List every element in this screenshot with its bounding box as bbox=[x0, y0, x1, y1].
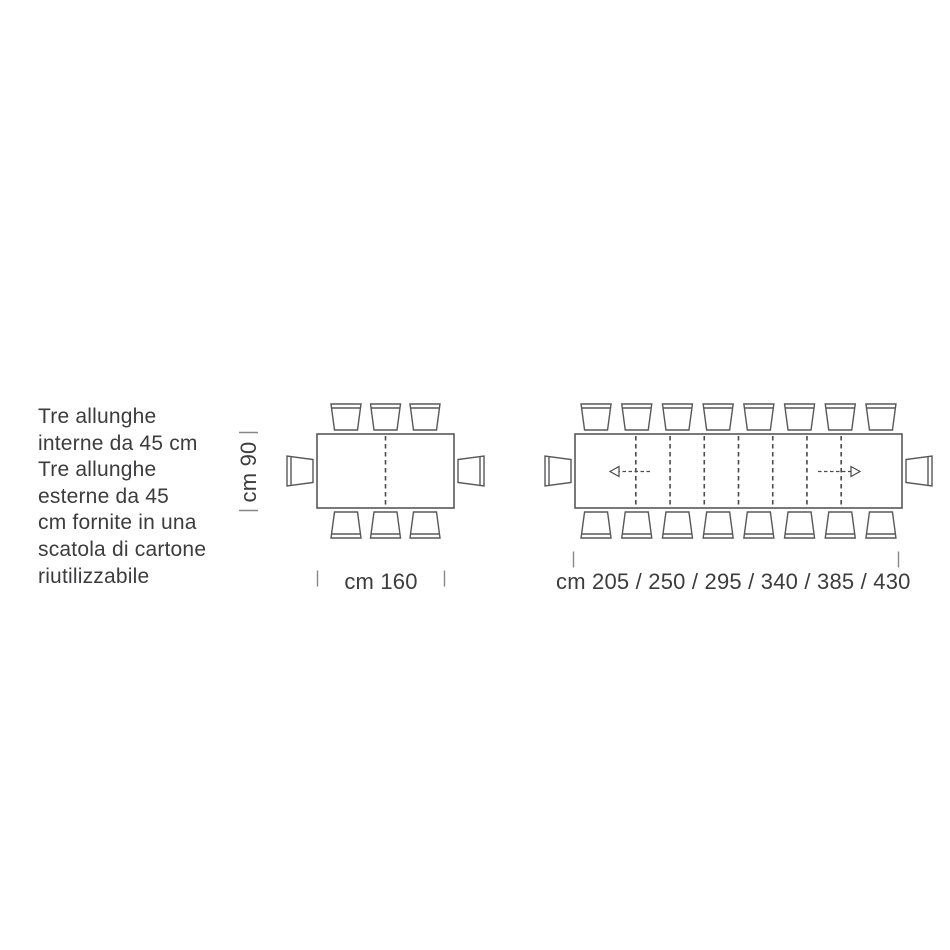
large-table-chair-top bbox=[662, 404, 692, 430]
description-line: scatola di cartone bbox=[38, 537, 207, 561]
large-table-chair-bottom bbox=[866, 512, 896, 538]
table-depth-dimension-label: cm 90 bbox=[236, 441, 261, 503]
description-line: Tre allunghe bbox=[38, 405, 157, 428]
small-table-width-dimension-label: cm 160 bbox=[344, 569, 418, 594]
large-table-chair-top bbox=[785, 404, 815, 430]
small-table-chair-right bbox=[458, 456, 484, 486]
small-table-chair-bottom bbox=[371, 512, 401, 538]
large-table-chair-top bbox=[744, 404, 774, 430]
small-table-chair-top bbox=[371, 404, 401, 430]
description-line: esterne da 45 bbox=[38, 484, 170, 508]
description-line: Tre allunghe bbox=[38, 458, 157, 482]
description-line: interne da 45 cm bbox=[38, 431, 198, 455]
large-table-width-dimension-label: cm 205 / 250 / 295 / 340 / 385 / 430 bbox=[556, 569, 911, 594]
large-table-chair-bottom bbox=[703, 512, 733, 538]
large-table-chair-top bbox=[866, 404, 896, 430]
small-table-chair-top bbox=[410, 404, 440, 430]
small-table-chair-bottom bbox=[410, 512, 440, 538]
large-table-chair-bottom bbox=[622, 512, 652, 538]
large-table-chair-top bbox=[581, 404, 611, 430]
large-table-chair-bottom bbox=[825, 512, 855, 538]
large-table-chair-bottom bbox=[785, 512, 815, 538]
large-table-chair-top bbox=[703, 404, 733, 430]
large-table-chair-top bbox=[825, 404, 855, 430]
large-table-chair-bottom bbox=[581, 512, 611, 538]
small-table-chair-left bbox=[287, 456, 313, 486]
small-table-chair-bottom bbox=[331, 512, 361, 538]
large-table-chair-left bbox=[545, 456, 571, 486]
large-table-chair-right bbox=[906, 456, 932, 486]
large-table-chair-bottom bbox=[662, 512, 692, 538]
description-line: riutilizzabile bbox=[38, 564, 150, 588]
small-table-chair-top bbox=[331, 404, 361, 430]
large-table-chair-bottom bbox=[744, 512, 774, 538]
description-line: cm fornite in una bbox=[38, 511, 197, 535]
large-table-chair-top bbox=[622, 404, 652, 430]
